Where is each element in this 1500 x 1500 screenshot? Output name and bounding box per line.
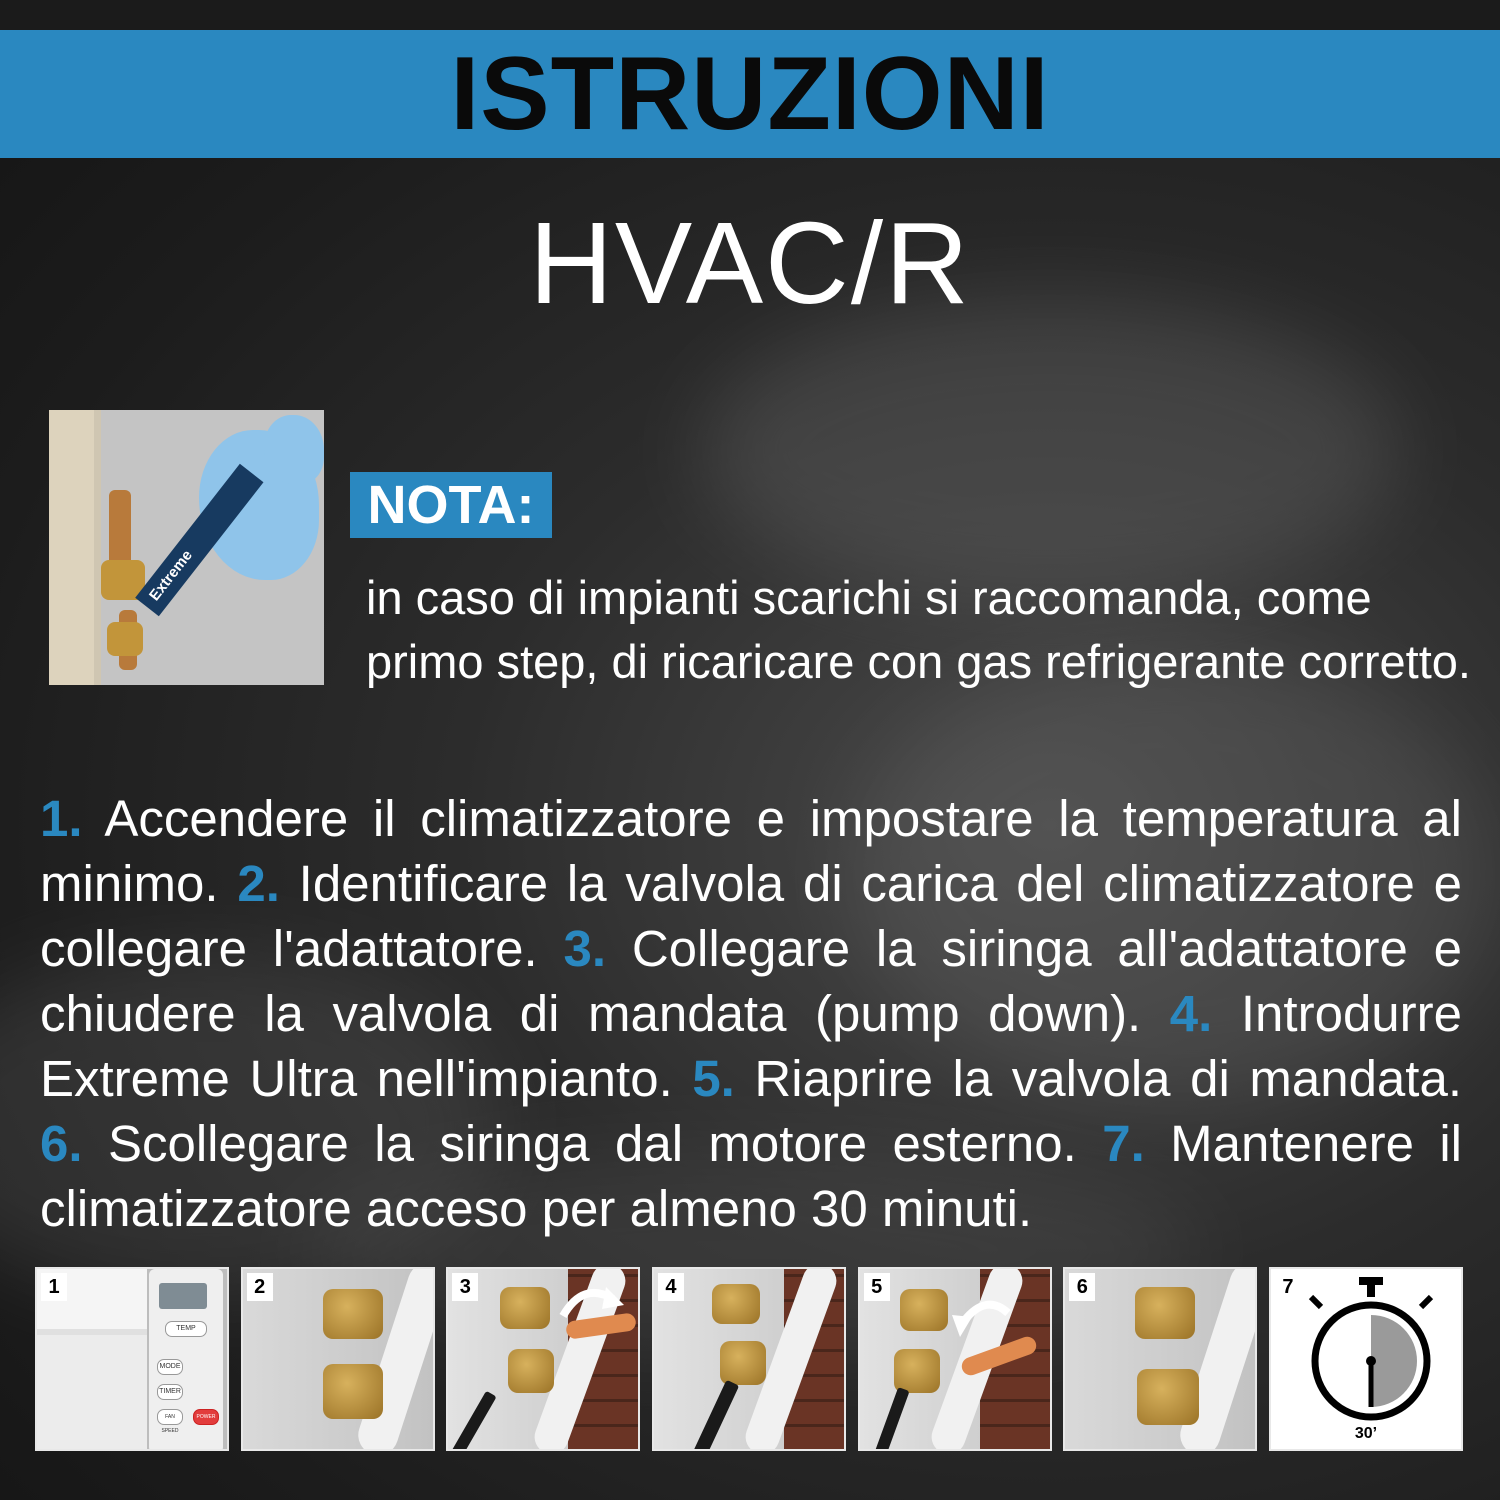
valve-icon [720, 1341, 766, 1385]
valve-icon [900, 1289, 948, 1331]
nota-text: in caso di impianti scarichi si raccomanda, come primo step, di ricaricare con gas refrigerante corretto. [366, 571, 1471, 688]
step-image-7 [1269, 1267, 1463, 1451]
remote-temp-button: TEMP [165, 1321, 207, 1337]
product-photo [49, 410, 324, 685]
valve-icon [712, 1284, 760, 1324]
step-badge: 2 [247, 1273, 273, 1301]
valve-icon [894, 1349, 940, 1393]
instructions-paragraph [40, 786, 1462, 1241]
valve-icon [107, 622, 143, 656]
smoke-cloud [700, 300, 1400, 600]
step-number: 3. [563, 920, 607, 977]
top-bar [0, 0, 1500, 30]
remote-fan-button: FAN SPEED [157, 1409, 183, 1425]
valve-icon [508, 1349, 554, 1393]
step-badge: 6 [1069, 1273, 1095, 1301]
page-subtitle: HVAC/R [529, 198, 971, 328]
step-text: Identificare la valvola di carica del climatizzatore e collegare l'adattatore. [40, 855, 1463, 977]
valve-icon [323, 1289, 383, 1339]
step-image-2 [241, 1267, 435, 1451]
step-number: 6. [40, 1115, 83, 1172]
step-number: 5. [692, 1050, 735, 1107]
step-text: Introdurre Extreme Ultra nell'impianto. [40, 985, 1462, 1107]
nota-badge: NOTA: [350, 472, 552, 538]
step-images-strip [35, 1267, 1463, 1451]
stopwatch-icon [1301, 1273, 1441, 1423]
valve-icon [1137, 1369, 1199, 1425]
syringe-label: Extreme [135, 464, 263, 616]
title-banner [0, 30, 1500, 158]
step-badge: 4 [658, 1273, 684, 1301]
remote-display [159, 1283, 207, 1309]
page-title: ISTRUZIONI [450, 36, 1050, 152]
step-badge: 7 [1275, 1273, 1301, 1301]
valve-icon [323, 1364, 383, 1419]
step-number: 7. [1102, 1115, 1145, 1172]
step-number: 4. [1169, 985, 1213, 1042]
step-image-1 [35, 1267, 229, 1451]
step-badge: 3 [452, 1273, 478, 1301]
step-text: Riaprire la valvola di mandata. [754, 1050, 1462, 1107]
step-image-6 [1063, 1267, 1257, 1451]
rotate-arrow-icon [946, 1293, 1016, 1353]
timer-label: 30’ [1354, 1425, 1378, 1442]
step-text: Collegare la siringa all'adattatore e chiudere la valvola di mandata (pump down). [40, 920, 1463, 1042]
remote-mode-button: MODE [157, 1359, 183, 1375]
step-number: 1. [40, 790, 83, 847]
step-text: Mantenere il climatizzatore acceso per almeno 30 minuti. [40, 1115, 1463, 1237]
remote-power-button: POWER [193, 1409, 219, 1425]
step-text: Scollegare la siringa dal motore esterno. [107, 1115, 1077, 1172]
step-image-3 [446, 1267, 640, 1451]
step-badge: 5 [864, 1273, 890, 1301]
step-number: 2. [237, 855, 280, 912]
valve-icon [500, 1287, 550, 1329]
step-text: Accendere il climatizzatore e impostare la temperatura al minimo. [40, 790, 1462, 912]
rotate-arrow-icon [558, 1281, 628, 1321]
remote-timer-button: TIMER [157, 1384, 183, 1400]
step-image-5 [858, 1267, 1052, 1451]
step-image-4 [652, 1267, 846, 1451]
step-badge: 1 [41, 1273, 67, 1301]
valve-icon [1135, 1287, 1195, 1339]
